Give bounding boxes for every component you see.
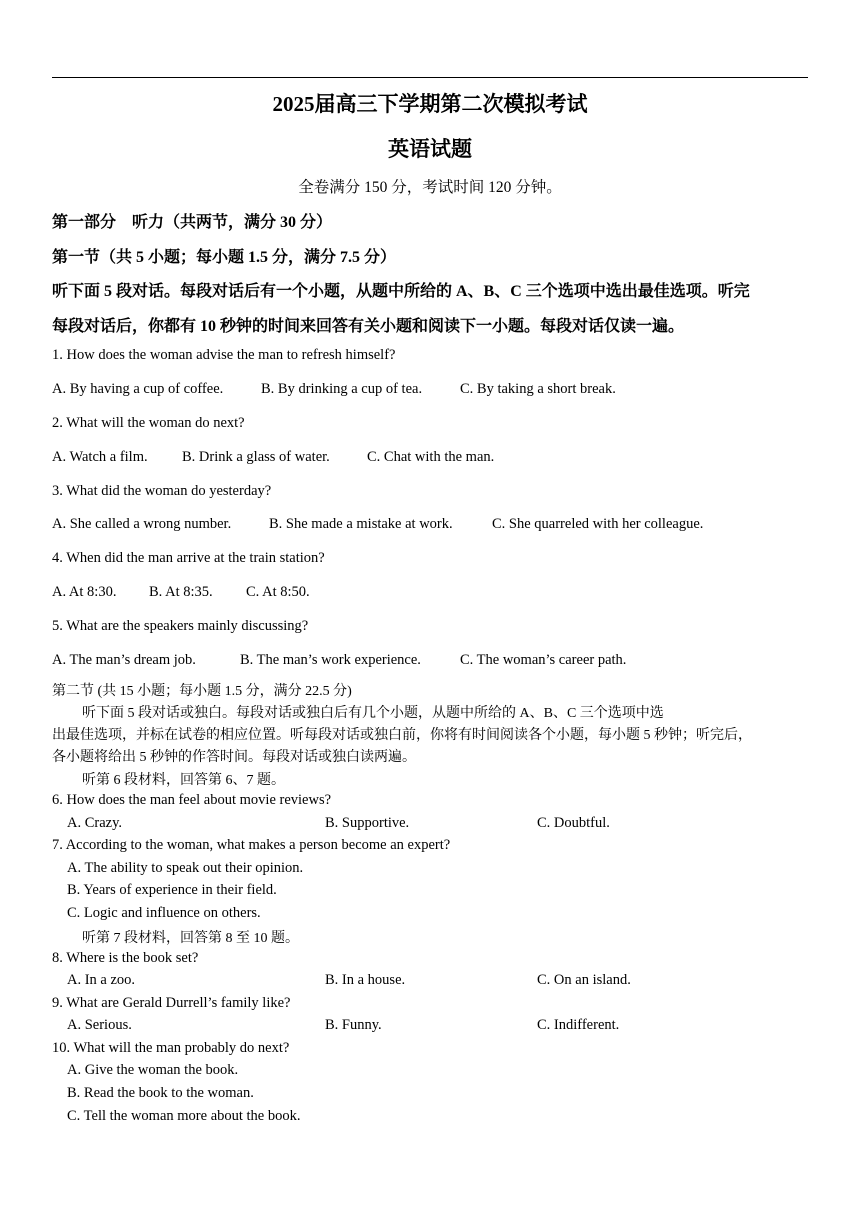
exam-subtitle: 英语试题 [388, 137, 472, 161]
option-c: C. Indifferent. [537, 1017, 620, 1033]
option-a: A. She called a wrong number. [52, 516, 232, 532]
option-b: B. Drink a glass of water. [182, 449, 330, 465]
option-c: C. Tell the woman more about the book. [67, 1108, 301, 1124]
question-6: 6. How does the man feel about movie reviews? [52, 792, 332, 808]
option-b: B. The man’s work experience. [240, 652, 421, 668]
question-5: 5. What are the speakers mainly discussing? [52, 618, 309, 634]
option-a: A. Serious. [67, 1017, 132, 1033]
option-c: C. She quarreled with her colleague. [492, 516, 704, 532]
exam-title: 2025届高三下学期第二次模拟考试 [272, 92, 588, 116]
option-a: A. By having a cup of coffee. [52, 381, 224, 397]
option-a: A. The man’s dream job. [52, 652, 196, 668]
option-a: A. Crazy. [67, 815, 123, 831]
option-b: B. At 8:35. [149, 584, 213, 600]
section2-instruction-2: 出最佳选项，并标在试卷的相应位置。听每段对话或独白前，你将有时间阅读各个小题，每小题 5 秒钟；听完后， [52, 728, 752, 743]
material-7-note: 听第 7 段材料，回答第 8 至 10 题。 [82, 931, 299, 946]
question-10: 10. What will the man probably do next? [52, 1040, 290, 1056]
section2-instruction-3: 各小题将给出 5 秒钟的作答时间。每段对话或独白读两遍。 [52, 750, 416, 765]
option-c: C. Logic and influence on others. [67, 905, 261, 921]
option-c: C. Doubtful. [537, 815, 610, 831]
option-c: C. On an island. [537, 972, 631, 988]
question-3: 3. What did the woman do yesterday? [52, 483, 272, 499]
option-c: C. At 8:50. [246, 584, 310, 600]
section1-heading: 第一节（共 5 小题；每小题 1.5 分，满分 7.5 分） [52, 249, 397, 266]
option-b: B. Supportive. [325, 815, 410, 831]
part1-heading: 第一部分 听力（共两节，满分 30 分） [52, 214, 333, 231]
header-rule [52, 77, 808, 78]
option-a: A. Give the woman the book. [67, 1062, 239, 1078]
question-9: 9. What are Gerald Durrell’s family like? [52, 995, 291, 1011]
option-a: A. At 8:30. [52, 584, 117, 600]
question-4: 4. When did the man arrive at the train station? [52, 550, 325, 566]
section1-instruction-2: 每段对话后，你都有 10 秒钟的时间来回答有关小题和阅读下一小题。每段对话仅读一遍。 [52, 318, 685, 335]
question-7: 7. According to the woman, what makes a person become an expert? [52, 837, 451, 853]
option-b: B. Funny. [325, 1017, 382, 1033]
option-b: B. Years of experience in their field. [67, 882, 277, 898]
option-a: A. In a zoo. [67, 972, 136, 988]
section2-heading: 第二节 (共 15 小题；每小题 1.5 分，满分 22.5 分) [52, 684, 352, 699]
option-c: C. By taking a short break. [460, 381, 616, 397]
material-6-note: 听第 6 段材料，回答第 6、7 题。 [82, 773, 285, 788]
option-c: C. Chat with the man. [367, 449, 495, 465]
section1-instruction-1: 听下面 5 段对话。每段对话后有一个小题，从题中所给的 A、B、C 三个选项中选出最佳选项。听完 [52, 283, 750, 300]
option-b: B. She made a mistake at work. [269, 516, 453, 532]
question-8: 8. Where is the book set? [52, 950, 199, 966]
option-c: C. The woman’s career path. [460, 652, 627, 668]
option-b: B. By drinking a cup of tea. [261, 381, 423, 397]
exam-meta: 全卷满分 150 分，考试时间 120 分钟。 [298, 179, 562, 196]
question-2: 2. What will the woman do next? [52, 415, 245, 431]
section2-instruction-1: 听下面 5 段对话或独白。每段对话或独白后有几个小题，从题中所给的 A、B、C 三个选项中选 [82, 706, 664, 721]
question-1: 1. How does the woman advise the man to refresh himself? [52, 347, 396, 363]
option-b: B. In a house. [325, 972, 406, 988]
option-a: A. Watch a film. [52, 449, 148, 465]
option-a: A. The ability to speak out their opinion. [67, 860, 304, 876]
option-b: B. Read the book to the woman. [67, 1085, 254, 1101]
